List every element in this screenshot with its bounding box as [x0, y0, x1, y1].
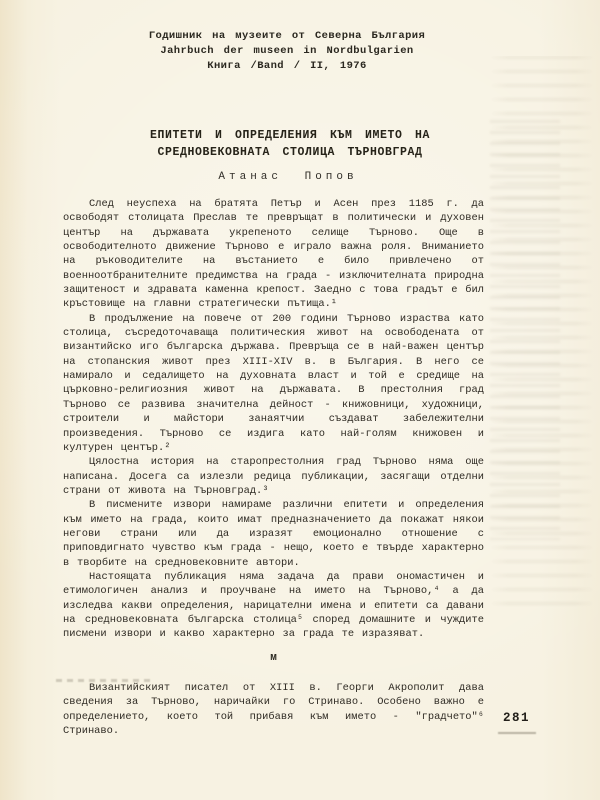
journal-masthead — [0, 29, 587, 74]
journal-volume-line: Книга /Band / II, 1976 — [207, 60, 367, 72]
paragraph-6: Византийският писател от XIII в. Георги Акрополит дава сведения за Търново, наричайки го Стринаво. Особено важно е определението, което той прибавя към името - "градчето"⁶ Стринаво. — [63, 682, 484, 738]
paragraph-4: В писмените извори намираме различни епитети и определения към името на града, които имат предназначението да покажат някои негови страни или да изразят емоционално отношение с приповдигнато чувство към града - нещо, което е твърде характерно в творбите на средновековните автори. — [63, 499, 484, 569]
paragraph-2: В продължение на повече от 200 години Търново израства като столица, съсредоточаваща политическия живот на освободената от византийско иго българска държава. Превръща се в най-важен център на стопанския живот през XIII-XIV в. в България. В него се намирало и седалището на духовната власт и той е средище на църковно-религиозния живот на държавата. В престолния град Търново се развива значителна дейност - книжовници, художници, строители и майстори занаятчии създават забележителни произведения. Търново се издига като най-голям книжовен и културен център.² — [63, 312, 484, 454]
page-number: 281 — [502, 711, 530, 725]
section-divider: м — [270, 651, 277, 664]
article-body — [63, 197, 484, 738]
bleed-through-texture-inner — [490, 120, 560, 540]
article-title-line-2: СРЕДНОВЕКОВНАТА СТОЛИЦА ТЪРНОВГРАД — [157, 145, 423, 159]
journal-title-bulgarian: Годишник на музеите от Северна България — [148, 30, 426, 42]
article-title-line-1: ЕПИТЕТИ И ОПРЕДЕЛЕНИЯ КЪМ ИМЕТО НА — [149, 129, 431, 142]
journal-title-german: Jahrbuch der museen in Nordbulgarien — [160, 45, 414, 57]
paragraph-5: Настоящата публикация няма задача да прави ономастичен и етимологичен анализ и проучване на името на Търново,⁴ а да изследва какви определения, нарицателни имена и епитети са давани на средновековната българска столица⁵ според домашните и чуждите писмени извори и какво характерно за града те изразяват. — [63, 570, 484, 641]
page-number-underline — [498, 732, 536, 734]
paragraph-1: След неуспеха на братята Петър и Асен през 1185 г. да освободят столицата Преслав те превръщат в политически и духовен център на държавата укрепеното селище Търново. Още в освободителното движение Търново е играло важна роля. Вниманието на ръководителите на въстанието е било привлечено от военноотбранителните предимства на града - изключителната природна защитеност и здравата каменна крепост. Заедно с това градът е бил кръстовище на главни стратегически пътища.¹ — [63, 198, 484, 311]
author-name: Атанас Попов — [218, 171, 358, 183]
paragraph-3: Цялостна история на старопрестолния град Търново няма още написана. Досега са излезли редица публикации, засягащи отделни страни от живота на Търновград.³ — [63, 456, 484, 497]
article-title — [0, 128, 590, 161]
